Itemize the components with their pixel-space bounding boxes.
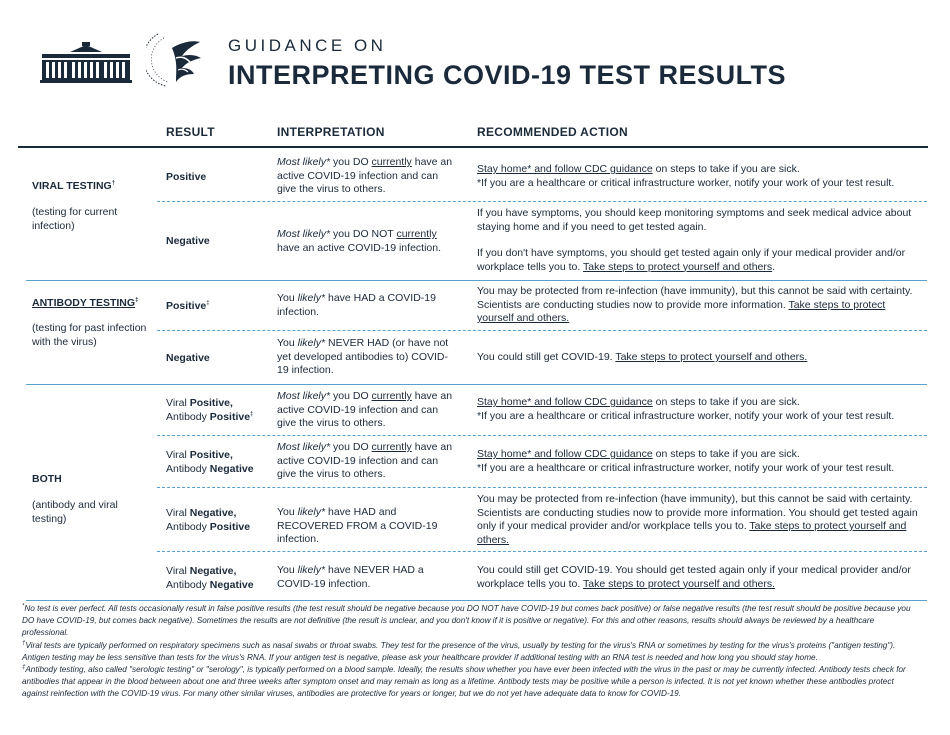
- column-header-interpretation: INTERPRETATION: [277, 125, 385, 139]
- interpretation-cell: Most likely* you DO currently have an active COVID-19 infection and can give the virus to others.: [277, 390, 453, 429]
- interpretation-cell: Most likely* you DO currently have an active COVID-19 infection and can give the virus to others.: [277, 441, 453, 480]
- take-steps-link[interactable]: Take steps to protect yourself and others.: [477, 298, 886, 324]
- stay-home-link[interactable]: Stay home* and follow CDC guidance: [477, 163, 653, 175]
- footnotes: [22, 603, 922, 701]
- interpretation-cell: You likely* NEVER HAD (or have not yet developed antibodies to) COVID-19 infection.: [277, 337, 449, 376]
- section-subtitle: (testing for past infection with the virus): [32, 322, 147, 348]
- action-cell: You may be protected from re-infection (have immunity), but this cannot be said with certainty. Scientists are conducting studies now to provide more information. Take steps to protect yourself and others.: [477, 285, 913, 324]
- action-cell: You could still get COVID-19. You should get tested again only if your medical provider and/or workplace tells you to. Take steps to protect yourself and others.: [477, 564, 911, 590]
- row-divider: [157, 201, 927, 202]
- section-title: VIRAL TESTING†: [32, 180, 116, 192]
- section-viral-testing: [32, 180, 152, 233]
- action-cell: Stay home* and follow CDC guidance on steps to take if you are sick. *If you are a healthcare or critical infrastructure worker, notify your work of your test result.: [477, 163, 895, 189]
- section-antibody-testing: [32, 297, 157, 349]
- interpretation-cell: Most likely* you DO NOT currently have an active COVID-19 infection.: [277, 228, 442, 254]
- result-viral-pos-antibody-pos: Viral Positive, Antibody Positive‡: [166, 397, 254, 423]
- result-positive: Positive‡: [166, 300, 210, 312]
- row-divider: [157, 487, 927, 488]
- column-header-result: RESULT: [166, 125, 215, 139]
- hhs-seal-logo: [146, 28, 206, 90]
- result-viral-pos-antibody-neg: Viral Positive, Antibody Negative: [166, 449, 254, 475]
- row-divider: [157, 551, 927, 552]
- action-cell: Stay home* and follow CDC guidance on steps to take if you are sick. *If you are a healthcare or critical infrastructure worker, notify your work of your test result.: [477, 396, 895, 422]
- section-title: BOTH: [32, 473, 62, 485]
- interpretation-cell: You likely* have HAD and RECOVERED FROM a COVID-19 infection.: [277, 506, 438, 545]
- column-header-recommended-action: RECOMMENDED ACTION: [477, 125, 628, 139]
- footnote-3: ‡Antibody testing, also called "serologic testing" or "serology", is typically performed on a blood sample. Ideally, the results show whether you have ever been infected with the virus in the past or may be currently infected. Antibody tests check for antibodies that appear in the blood between about one and three weeks after symptom onset and may remain as long as a lifetime. Antibody tests may be positive while a person is infected. It is not yet known whether these antibodies protect against reinfection with the COVID-19 virus. For many other similar viruses, antibodies are protective for years or longer, but we do not yet have adequate data to know for COVID-19.: [22, 664, 906, 699]
- result-viral-neg-antibody-neg: Viral Negative, Antibody Negative: [166, 565, 254, 591]
- interpretation-cell: You likely* have HAD a COVID-19 infection.: [277, 292, 436, 318]
- section-title: ANTIBODY TESTING‡: [32, 297, 139, 309]
- result-viral-neg-antibody-pos: Viral Negative, Antibody Positive: [166, 507, 251, 533]
- action-cell: If you have symptoms, you should keep monitoring symptoms and seek medical advice about staying home and if you need to get tested again. If you don't have symptoms, you should get tested again only if your medical provider and/or workplace tells you to. Take steps to protect yourself and others.: [477, 207, 912, 273]
- result-positive: Positive: [166, 171, 207, 183]
- row-divider: [157, 330, 927, 331]
- white-house-logo: [40, 40, 132, 86]
- section-divider: [26, 384, 927, 385]
- section-both: [32, 473, 152, 526]
- footnote-2: †Viral tests are typically performed on respiratory specimens such as nasal swabs or throat swabs. They test for the presence of the virus, usually by testing for the virus's RNA or sometimes by testing for the virus's proteins ("antigen testing"). Antigen testing may be less sensitive than tests for the virus's RNA. If your antigen test is negative, please ask your healthcare provider if additional testing with an RNA test is needed and how long you should stay home.: [22, 639, 896, 662]
- result-negative: Negative: [166, 352, 210, 364]
- take-steps-link[interactable]: Take steps to protect yourself and others.: [477, 520, 907, 546]
- action-cell: You may be protected from re-infection (have immunity), but this cannot be said with certainty. Scientists are conducting studies now to provide more information. You should get tested again only if your medical provider and/or workplace tells you to. Take steps to protect yourself and others.: [477, 493, 918, 546]
- section-subtitle: (antibody and viral testing): [32, 499, 118, 525]
- take-steps-link[interactable]: Take steps to protect yourself and others.: [615, 351, 808, 363]
- take-steps-link[interactable]: Take steps to protect yourself and others: [583, 260, 773, 273]
- stay-home-link[interactable]: Stay home* and follow CDC guidance: [477, 396, 653, 408]
- interpretation-cell: You likely* have NEVER HAD a COVID-19 infection.: [277, 564, 424, 590]
- section-subtitle: (testing for current infection): [32, 206, 118, 232]
- footnote-1: *No test is ever perfect. All tests occasionally result in false positive results (the test result should be negative because you DO NOT have COVID-19 but comes back positive) or false negative results (the test result should be positive because you DO have COVID-19, but comes back negative). Sometimes the results are not definitive (the result is unclear, and you don't know if it is positive or negative). For this and other reasons, results should always be reviewed by a healthcare professional.: [22, 603, 911, 638]
- result-negative: Negative: [166, 235, 210, 247]
- action-cell: You could still get COVID-19. Take steps to protect yourself and others.: [477, 351, 808, 363]
- action-cell: Stay home* and follow CDC guidance on steps to take if you are sick. *If you are a healthcare or critical infrastructure worker, notify your work of your test result.: [477, 448, 895, 474]
- stay-home-link[interactable]: Stay home* and follow CDC guidance: [477, 448, 653, 460]
- take-steps-link[interactable]: Take steps to protect yourself and others.: [583, 577, 776, 590]
- title-guidance-on: GUIDANCE ON: [228, 36, 387, 55]
- row-divider: [157, 435, 927, 436]
- header-divider: [18, 146, 928, 148]
- section-divider: [26, 280, 927, 281]
- page-title: INTERPRETING COVID-19 TEST RESULTS: [228, 60, 787, 90]
- section-divider: [26, 600, 927, 601]
- interpretation-cell: Most likely* you DO currently have an active COVID-19 infection and can give the virus to others.: [277, 156, 453, 195]
